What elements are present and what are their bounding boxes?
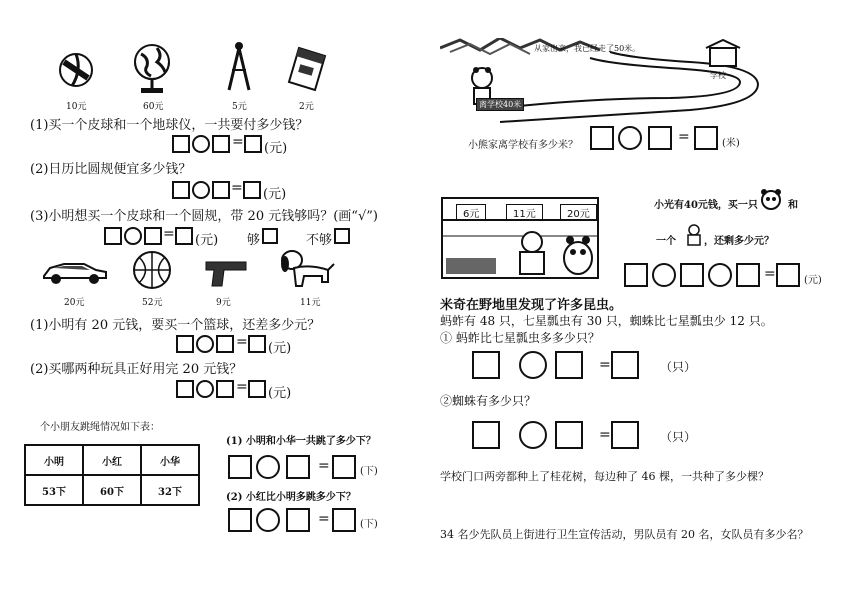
answer-box[interactable] [694,126,718,150]
answer-box[interactable] [648,126,672,150]
table-cell: 32下 [141,475,199,505]
table-header: 小红 [83,445,141,475]
answer-box[interactable] [176,335,194,353]
question-4: (1)小明有 20 元钱，要买一个篮球，还差多少元？ [30,318,321,333]
answer-circle[interactable] [124,227,142,245]
globe-price: 60元 [143,102,164,112]
shop-question-and: 和 [788,200,798,211]
answer-box[interactable] [611,421,639,449]
not-enough-checkbox[interactable] [334,228,350,244]
car-icon [40,258,110,290]
answer-circle[interactable] [192,181,210,199]
shop-price-tag: 6元 [456,204,486,221]
question-6: (1) 小明和小华一共跳了多少下？ [226,436,376,447]
answer-circle[interactable] [196,380,214,398]
answer-box[interactable] [144,227,162,245]
globe-icon [131,40,173,100]
answer-circle[interactable] [192,135,210,153]
ball-price: 10元 [66,102,87,112]
dog-icon [276,248,336,296]
not-enough-label: 不够 [306,233,333,248]
unit-label: (元) [268,341,292,356]
answer-box[interactable] [228,508,252,532]
answer-box[interactable] [228,455,252,479]
shop-question-part-b: 一个 [656,236,676,247]
calendar-price: 2元 [299,102,314,112]
unit-label: (元) [195,233,219,248]
answer-circle[interactable] [519,351,547,379]
table-header: 小华 [141,445,199,475]
answer-box[interactable] [286,455,310,479]
answer-circle[interactable] [618,126,642,150]
dog-price: 11元 [300,298,321,308]
answer-box[interactable] [172,135,190,153]
doll-icon [684,224,704,250]
table-row [25,475,199,505]
unit-label: (下) [360,466,378,477]
table-cell: 60下 [83,475,141,505]
enough-label: 够 [247,233,261,248]
answer-circle[interactable] [196,335,214,353]
equals-sign: = [231,180,243,196]
answer-box[interactable] [332,508,356,532]
scene-school-label: 学校 [710,71,726,80]
bug-question-1: ① 蚂蚱比七星瓢虫多多少只？ [440,331,600,345]
answer-circle[interactable] [708,263,732,287]
enough-checkbox[interactable] [262,228,278,244]
table-header-row [25,445,199,475]
bug-question-2: ②蜘蛛有多少只？ [440,394,537,408]
table-cell: 53下 [25,475,83,505]
unit-label: (元) [264,141,288,156]
answer-box[interactable] [104,227,122,245]
answer-box[interactable] [555,351,583,379]
gun-price: 9元 [216,298,231,308]
answer-box[interactable] [680,263,704,287]
question-1: (1)买一个皮球和一个地球仪，一共要付多少钱？ [30,118,309,133]
equals-sign: = [163,226,175,242]
answer-box[interactable] [590,126,614,150]
equals-sign: = [764,266,776,282]
bear-question: 小熊家离学校有多少米？ [468,140,578,151]
answer-box[interactable] [176,380,194,398]
answer-box[interactable] [212,181,230,199]
unit-label: （只） [660,430,697,444]
unit-label: (下) [360,519,378,530]
compass-price: 5元 [232,102,247,112]
unit-label: (米) [722,138,740,149]
shop-question-part-a: 小光有40元钱，买一只 [654,200,758,211]
table-header: 小明 [25,445,83,475]
answer-box[interactable] [611,351,639,379]
answer-box[interactable] [216,380,234,398]
calendar-icon [287,46,327,96]
question-7: (2) 小红比小明多跳多少下？ [226,492,356,503]
answer-box[interactable] [472,421,500,449]
answer-box[interactable] [212,135,230,153]
equals-sign: = [232,134,244,150]
answer-box[interactable] [555,421,583,449]
answer-box[interactable] [175,227,193,245]
answer-box[interactable] [624,263,648,287]
bug-title: 米奇在野地里发现了许多昆虫。 [440,298,623,313]
equals-sign: = [678,129,690,145]
answer-box[interactable] [244,135,262,153]
unit-label: （只） [660,360,697,374]
equals-sign: = [599,427,611,443]
question-5: (2)买哪两种玩具正好用完 20 元钱？ [30,362,243,377]
basketball-price: 52元 [142,298,163,308]
bug-text: 蚂蚱有 48 只，七星瓢虫有 30 只，蜘蛛比七星瓢虫少 12 只。 [440,314,773,328]
rope-skipping-table [24,444,200,506]
ball-icon [58,52,94,92]
answer-box[interactable] [472,351,500,379]
answer-circle[interactable] [519,421,547,449]
equals-sign: = [236,379,248,395]
car-price: 20元 [64,298,85,308]
compass-icon [226,40,252,98]
word-problem-2: 34 名少先队员上街进行卫生宣传活动，男队员有 20 名，女队员有多少名？ [440,528,809,541]
panda-icon [760,188,782,214]
answer-box[interactable] [332,455,356,479]
table-title: 个小朋友跳绳情况如下表： [40,422,160,433]
shop-price-tag: 11元 [506,204,543,221]
basketball-icon [132,250,172,294]
equals-sign: = [318,511,330,527]
answer-box[interactable] [216,335,234,353]
shop-price-tag: 20元 [560,204,597,221]
shop-question-part-c: ，还剩多少元？ [704,236,774,247]
question-2: (2)日历比圆规便宜多少钱？ [30,162,192,177]
gun-icon [204,258,248,292]
unit-label: (元) [268,386,292,401]
unit-label: (元) [263,187,287,202]
answer-box[interactable] [172,181,190,199]
answer-circle[interactable] [256,455,280,479]
unit-label: (元) [804,275,822,286]
equals-sign: = [236,334,248,350]
equals-sign: = [599,357,611,373]
scene-sign-distance: 离学校40米 [476,98,524,111]
answer-box[interactable] [286,508,310,532]
answer-box[interactable] [248,380,266,398]
equals-sign: = [318,458,330,474]
answer-circle[interactable] [652,263,676,287]
answer-box[interactable] [243,181,261,199]
answer-box[interactable] [248,335,266,353]
scene-sign-walked: 从家出来，我已经走了50米。 [534,44,641,53]
word-problem-1: 学校门口两旁都种上了桂花树，每边种了 46 棵，一共种了多少棵？ [440,470,769,483]
answer-circle[interactable] [256,508,280,532]
question-3: (3)小明想买一个皮球和一个圆规，带 20 元钱够吗？(画“√”) [30,209,378,224]
answer-box[interactable] [776,263,800,287]
answer-box[interactable] [736,263,760,287]
